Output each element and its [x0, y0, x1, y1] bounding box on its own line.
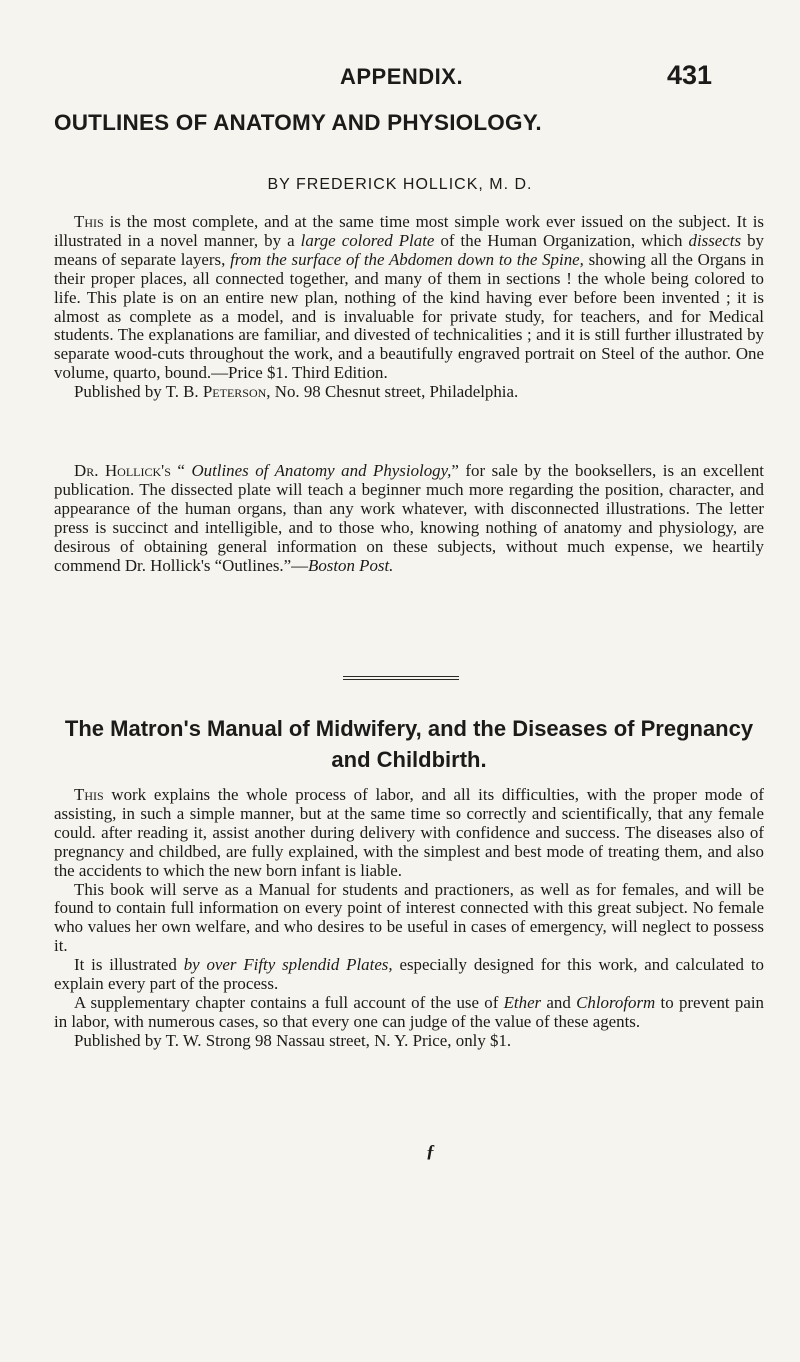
- ad1-description: [54, 213, 764, 402]
- review-source: Boston Post.: [308, 555, 394, 575]
- italic-run: Ether: [503, 992, 542, 1012]
- text-run: A supplementary chapter contains a full account of the use of: [74, 992, 504, 1012]
- ad2-paragraph: [54, 956, 764, 994]
- text-run: and: [541, 992, 577, 1012]
- running-head: [340, 60, 712, 94]
- ad2-title: The Matron's Manual of Midwifery, and the Diseases of Pregnancy and Childbirth.: [64, 716, 754, 772]
- ad1-publisher: [54, 383, 764, 402]
- text-run: by means of separate layers,: [54, 230, 764, 269]
- ad1-review: [54, 462, 764, 575]
- ad1-description-paragraph: [54, 213, 764, 383]
- ad2-paragraph: This book will serve as a Manual for students and practioners, as well as for females, and will be found to contain full information on every point of interest connected with this great subject. No female who values her own welfare, and who desires to be useful in cases of emergency, will neglect to possess it.: [54, 879, 764, 956]
- text-run: ” for sale by the booksellers, is an excellent publication. The dissected plate will teach a beginner much more regarding the position, character, and appearance of the human organs, than any work whatever, with disconnected illustrations. The letter press is succinct and intelligible, and to those who, knowing nothing of anatomy and physiology, are desirous of obtaining general information on these subjects, without much expense, we heartily commend Dr. Hollick's “Outlines.”—: [54, 461, 764, 575]
- italic-run: from the surface of the Abdomen down to the Spine,: [230, 249, 584, 269]
- page-number: 431: [666, 60, 712, 90]
- text-run: to prevent pain in labor, with numerous cases, so that every one can judge of the value of these agents.: [54, 992, 764, 1031]
- review-paragraph: [54, 462, 764, 575]
- ad2-paragraph: [54, 994, 764, 1032]
- marginal-mark: ƒ: [426, 1141, 435, 1161]
- italic-run: dissects: [688, 230, 742, 250]
- text-run: Published by T. B.: [74, 382, 203, 402]
- text-run: It is illustrated: [74, 955, 184, 975]
- section-divider: [343, 676, 459, 682]
- lead-word: This: [74, 785, 104, 804]
- text-run: “: [170, 461, 192, 480]
- ad1-author: BY FREDERICK HOLLICK, M. D.: [267, 176, 533, 193]
- ad1-title: OUTLINES OF ANATOMY AND PHYSIOLOGY.: [54, 110, 542, 135]
- text-run: is the most complete, and at the same time most simple work ever issued on the subject. It is illustrated in a novel manner, by a: [54, 212, 764, 250]
- italic-run: Chloroform: [576, 992, 656, 1012]
- italic-run: by over Fifty splendid Plates,: [183, 955, 393, 975]
- lead-word: Dr. Hollick's: [74, 461, 171, 480]
- ad2-paragraph: [54, 786, 764, 881]
- ad2-description: [54, 786, 764, 1051]
- lead-word: This: [74, 212, 104, 231]
- text-run: work explains the whole process of labor, and all its difficulties, with the proper mode of assisting, in such a simple manner, but at the same time so correctly and scientifically, that any female could. after reading it, assist another during delivery with confidence and success. The diseases also of pregnancy and childbed, are fully explained, with the simplest and best mode of treating them, and also the accidents to which the new born infant is liable.: [54, 785, 764, 880]
- text-run: of the Human Organization, which: [434, 230, 689, 250]
- italic-run: Outlines of Anatomy and Physiology,: [191, 461, 452, 480]
- running-title: APPENDIX.: [340, 64, 464, 89]
- text-run: , No. 98 Chesnut street, Philadelphia.: [266, 382, 519, 402]
- italic-run: large colored Plate: [300, 230, 435, 250]
- text-run: showing all the Organs in their proper places, all connected together, and many of them in sections ! the whole being colored to life. This plate is on an entire new plan, nothing of the kind having ever before been invented ; it is almost as complete as a model, and is invaluable for private study, for teachers, and for Medical students. The explanations are familiar, and divested of technicalities ; and it is still further illustrated by separate wood-cuts throughout the work, and a beautifully engraved portrait on Steel of the author. One volume, quarto, bound.—Price $1. Third Edition.: [54, 249, 764, 383]
- text-run: especially designed for this work, and calculated to explain every part of the process.: [54, 955, 764, 994]
- publisher-name: Peterson: [202, 382, 267, 402]
- ad2-publisher: Published by T. W. Strong 98 Nassau street, N. Y. Price, only $1.: [74, 1030, 512, 1050]
